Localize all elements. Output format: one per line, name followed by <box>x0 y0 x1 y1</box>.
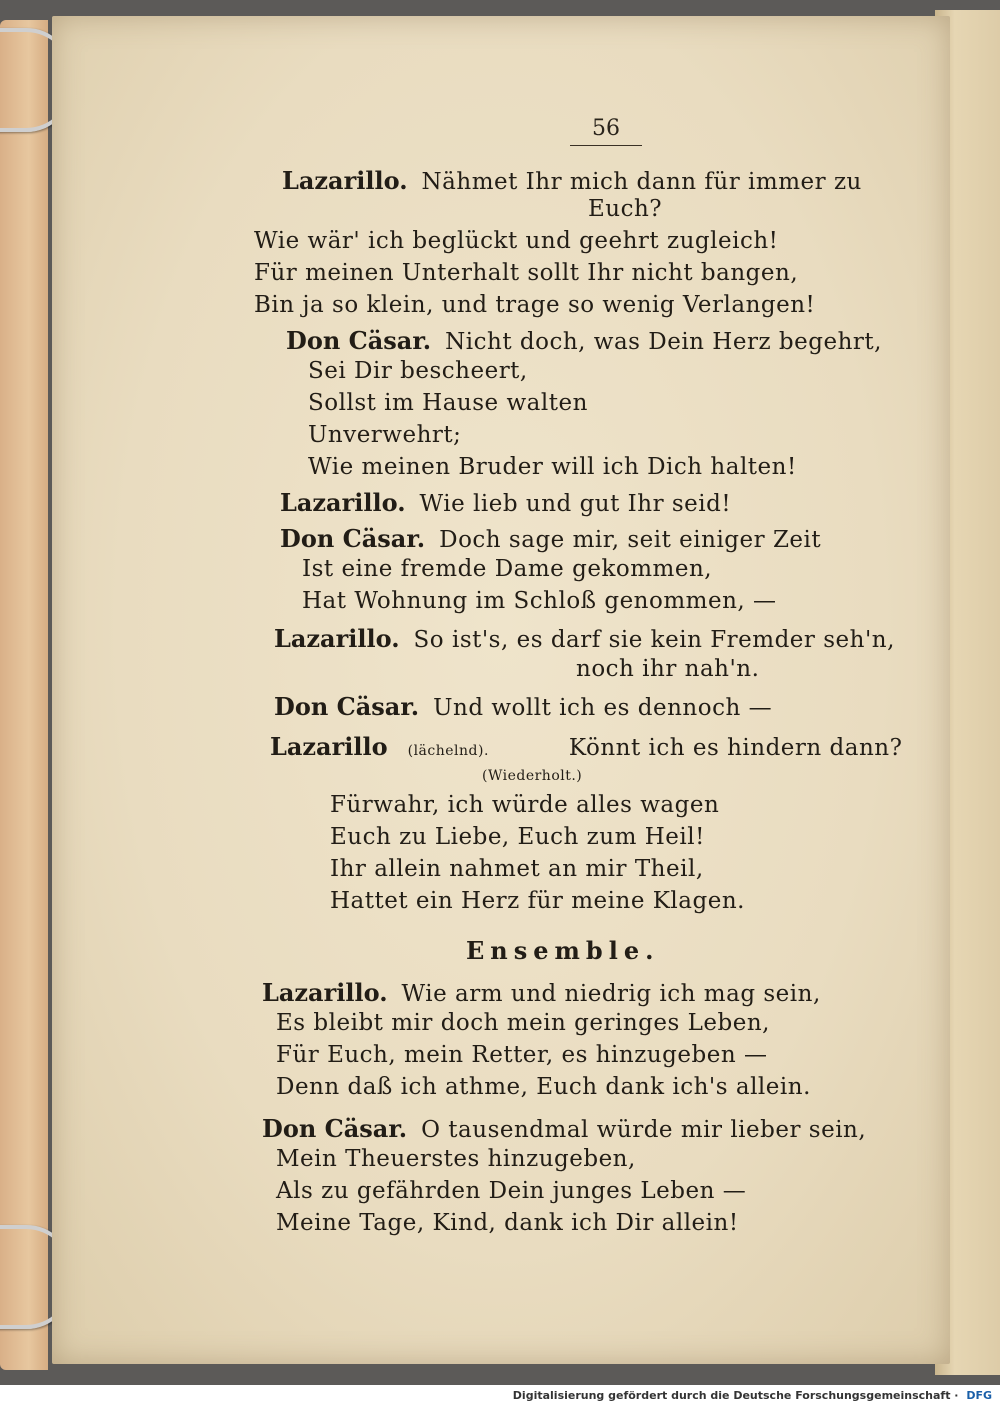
verse-text: Mein Theuerstes hinzugeben, <box>276 1146 636 1172</box>
verse-text: Fürwahr, ich würde alles wagen <box>330 792 720 818</box>
text-line <box>280 488 731 517</box>
text-line <box>274 692 772 721</box>
speaker-name: Lazarillo. <box>262 978 388 1007</box>
text-line <box>302 588 777 614</box>
verse-text: Und wollt ich es dennoch — <box>433 695 773 721</box>
text-line <box>286 326 882 355</box>
text-line <box>330 856 704 882</box>
verse-text: Nähmet Ihr mich dann für immer zu <box>421 169 862 195</box>
speaker-name: Lazarillo. <box>282 166 408 195</box>
verse-text: Es bleibt mir doch mein geringes Leben, <box>276 1010 770 1036</box>
speaker-name: Lazarillo. <box>280 488 406 517</box>
text-line <box>330 888 745 914</box>
text-line <box>308 422 461 448</box>
speaker-name: Don Cäsar. <box>262 1114 408 1143</box>
text-line <box>276 1210 739 1236</box>
verse-text: Hat Wohnung im Schloß genommen, — <box>302 588 777 614</box>
verse-text: noch ihr nah'n. <box>576 656 760 682</box>
verse-text: Denn daß ich athme, Euch dank ich's allein. <box>276 1074 811 1100</box>
text-line <box>276 1146 636 1172</box>
credit-text: Digitalisierung gefördert durch die Deutsche Forschungsgemeinschaft <box>512 1389 951 1402</box>
verse-text: So ist's, es darf sie kein Fremder seh'n, <box>413 627 895 653</box>
verse-text: Wie wär' ich beglückt und geehrt zugleich! <box>254 228 779 254</box>
verse-text: Sollst im Hause walten <box>308 390 588 416</box>
verse-text: Ihr allein nahmet an mir Theil, <box>330 856 704 882</box>
text-line <box>276 1178 746 1204</box>
speaker-name: Don Cäsar. <box>280 524 426 553</box>
verse-text: Euch zu Liebe, Euch zum Heil! <box>330 824 705 850</box>
verse-text: Für Euch, mein Retter, es hinzugeben — <box>276 1042 768 1068</box>
text-line <box>308 390 588 416</box>
verse-text: Sei Dir bescheert, <box>308 358 528 384</box>
text-line <box>280 524 821 553</box>
verse-text: Unverwehrt; <box>308 422 462 448</box>
text-line <box>270 732 902 761</box>
text-line <box>262 978 821 1007</box>
text-line <box>254 228 778 254</box>
verse-text: Doch sage mir, seit einiger Zeit <box>439 527 822 553</box>
text-line <box>330 824 705 850</box>
text-line <box>254 292 815 318</box>
speaker-name: Don Cäsar. <box>286 326 432 355</box>
text-line <box>276 1042 767 1068</box>
verse-text: Nicht doch, was Dein Herz begehrt, <box>445 329 882 355</box>
stage-direction-line <box>482 768 582 784</box>
verse-text: Euch? <box>588 196 663 222</box>
text-line <box>576 656 759 682</box>
stage-direction: (lächelnd). <box>407 743 489 759</box>
text-line <box>274 624 895 653</box>
speaker-name: Lazarillo <box>270 732 388 761</box>
dfg-logo: DFG <box>966 1389 992 1402</box>
verse-text: Wie arm und niedrig ich mag sein, <box>401 981 821 1007</box>
verse-text: Wie meinen Bruder will ich Dich halten! <box>308 454 797 480</box>
text-line <box>308 358 528 384</box>
verse-text: Ist eine fremde Dame gekommen, <box>302 556 713 582</box>
verse-text: O tausendmal würde mir lieber sein, <box>421 1117 867 1143</box>
text-line <box>276 1010 770 1036</box>
digitization-credit: Digitalisierung gefördert durch die Deutsche Forschungsgemeinschaft · DFG <box>512 1389 992 1402</box>
verse-text: Meine Tage, Kind, dank ich Dir allein! <box>276 1210 739 1236</box>
book-page <box>52 16 950 1364</box>
verse-text: Hattet ein Herz für meine Klagen. <box>330 888 745 914</box>
verse-text: Für meinen Unterhalt sollt Ihr nicht bangen, <box>254 260 799 286</box>
text-line <box>262 1114 866 1143</box>
text-line <box>588 196 662 222</box>
text-line <box>302 556 712 582</box>
book-edge <box>0 20 48 1370</box>
page-number: 56 <box>570 116 642 146</box>
verse-text: Wie lieb und gut Ihr seid! <box>419 491 732 517</box>
stage-direction: (Wiederholt.) <box>482 768 583 784</box>
speaker-name: Don Cäsar. <box>274 692 420 721</box>
text-line <box>276 1074 811 1100</box>
text-line <box>308 454 797 480</box>
verse-text: Könnt ich es hindern dann? <box>568 735 903 761</box>
speaker-name: Lazarillo. <box>274 624 400 653</box>
verse-text: Als zu gefährden Dein junges Leben — <box>276 1178 747 1204</box>
verse-text: Bin ja so klein, und trage so wenig Verlangen! <box>254 292 816 318</box>
section-heading: Ensemble. <box>466 936 660 965</box>
text-line <box>254 260 798 286</box>
text-line <box>282 166 862 195</box>
text-line <box>330 792 719 818</box>
